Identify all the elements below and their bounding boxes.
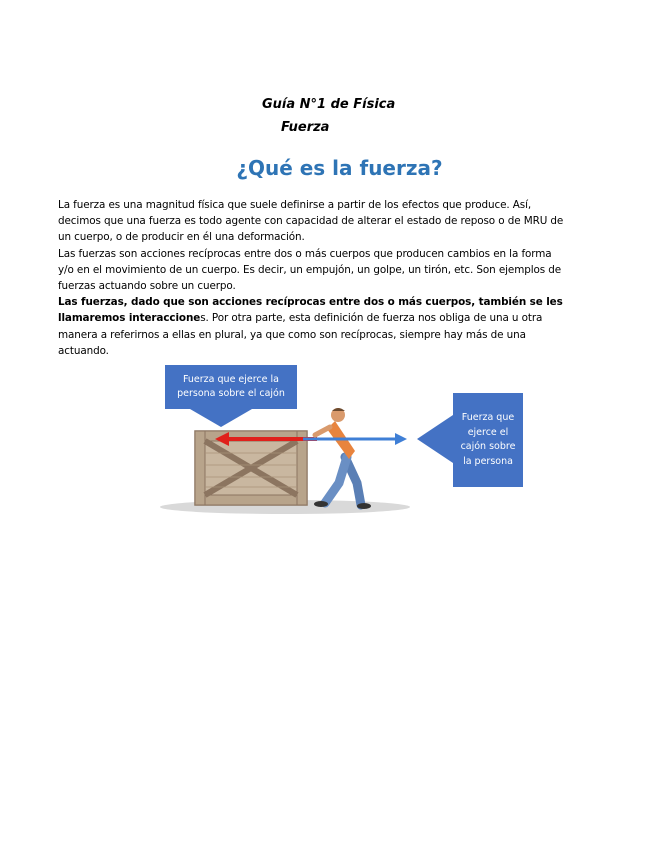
- paragraph-reciprocal-actions: Las fuerzas son acciones recíprocas entre dos o más cuerpos que producen cambios en la forma y/o en el movimiento de un cuerpo. Es decir, un empujón, un golpe, un tirón, etc. Son ejemplos de fuerzas actuando sobre un cuerpo.: [58, 247, 562, 293]
- paragraph-interactions-rest: s. Por otra parte, esta definición de fuerza nos obliga de una u otra manera a referirnos a ellas en plural, ya que como son recíprocas, siempre hay más de una actuando.: [58, 312, 543, 357]
- body-text: [58, 197, 570, 359]
- paragraph-interactions-bold: Las fuerzas, dado que son acciones recíprocas entre dos o más cuerpos, también se les llamaremos interaccione: [58, 296, 563, 325]
- crate: [195, 431, 307, 505]
- callout-force-person-on-crate: Fuerza que ejerce la persona sobre el cajón: [165, 365, 297, 409]
- person-figure: [314, 408, 371, 509]
- callout-force-crate-on-person: Fuerza que ejerce el cajón sobre la persona: [453, 393, 523, 487]
- paragraph-definition: La fuerza es una magnitud física que suele definirse a partir de los efectos que produce. Así, decimos que una fuerza es todo agente con capacidad de alterar el estado de reposo o de MRU de un cuerpo, o de producir en él una deformación.: [58, 199, 564, 244]
- page-title: ¿Qué es la fuerza?: [236, 156, 443, 180]
- guide-subtitle: Fuerza: [281, 120, 330, 135]
- force-illustration: [135, 365, 530, 525]
- callout-right-pointer: [417, 415, 453, 463]
- guide-title: Guía N°1 de Física: [262, 97, 396, 112]
- callout-left-pointer: [190, 409, 252, 427]
- paragraph-interactions: [58, 294, 570, 359]
